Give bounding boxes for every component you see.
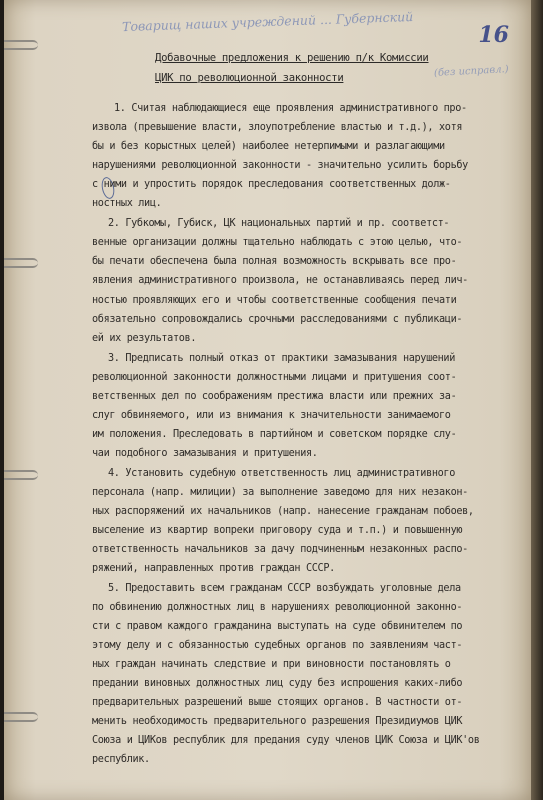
text-line: бы и без корыстных целей) наиболее нетерпимыми и разлагающими	[92, 141, 445, 152]
text-line: 5. Предоставить всем гражданам СССР возбуждать уголовные дела	[108, 583, 461, 594]
text-line: 4. Установить судебную ответственность лиц административного	[108, 468, 456, 479]
binding-string	[4, 712, 38, 722]
text-line: менить необходимость предварительного разрешения Президиумов ЦИК	[92, 716, 463, 727]
text-line: 1. Считая наблюдающиеся еще проявления административного про-	[114, 103, 467, 114]
handwritten-side-note: (без исправл.)	[433, 64, 509, 79]
document-page	[4, 0, 531, 800]
text-line: ных граждан начинать следствие и при виновности постановлять о	[92, 659, 451, 670]
binding-string	[4, 40, 38, 50]
text-line: сти с правом каждого гражданина выступать на суде обвинителем по	[92, 621, 463, 632]
text-line: бы печати обеспечена была полная возможность вскрывать все про-	[92, 256, 457, 267]
text-line: слуг обвиняемого, или из внимания к значительности занимаемого	[92, 410, 451, 421]
text-line: 2. Губкомы, Губиск, ЦК национальных партий и пр. соответст-	[108, 218, 450, 229]
text-line: этому делу и с обязанностью судебных органов по заявлениям част-	[92, 640, 463, 651]
text-line: ных распоряжений их начальников (напр. нанесение гражданам побоев,	[92, 506, 474, 517]
binding-string	[4, 470, 38, 480]
text-line: извола (превышение власти, злоупотребление властью и т.д.), хотя	[92, 122, 463, 133]
document-title: Добавочные предложения к решению п/к Комиссии	[155, 52, 429, 64]
text-line: венные организации должны тщательно наблюдать с этою целью, что-	[92, 237, 463, 248]
text-line: 3. Предписать полный отказ от практики замазывания нарушений	[108, 353, 456, 364]
text-line: персонала (напр. милиции) за выполнение заведомо для них незакон-	[92, 487, 468, 498]
text-line: Союза и ЦИКов республик для предания суду членов ЦИК Союза и ЦИК'ов	[92, 735, 480, 746]
text-line: чаи подобного замазывания и притушения.	[92, 448, 318, 459]
text-line: ностных лиц.	[92, 198, 162, 209]
text-line: предании виновных должностных лиц суду без испрошения каких-либо	[92, 678, 463, 689]
text-line: ей их результатов.	[92, 333, 197, 344]
text-line: ностью проявляющих его и чтобы соответственные сообщения печати	[92, 295, 457, 306]
text-line: ответственность начальников за дачу подчиненным незаконных распо-	[92, 544, 468, 555]
text-line: нарушениями революционной законности - значительно усилить борьбу	[92, 160, 468, 171]
text-line: обязательно сопровождались срочными расследованиями с публикаци-	[92, 314, 463, 325]
text-line: с ними и упростить порядок преследования соответственных долж-	[92, 179, 451, 190]
folder-edge	[531, 0, 543, 800]
text-line: революционной законности должностными лицами и притушения соот-	[92, 372, 457, 383]
handwritten-note: Товарищ наших учреждений ... Губернский	[121, 8, 414, 35]
text-line: по обвинению должностных лиц в нарушениях революционной законно-	[92, 602, 463, 613]
text-line: им положения. Преследовать в партийном и советском порядке слу-	[92, 429, 457, 440]
text-line: ряжений, направленных против граждан СССР.	[92, 563, 335, 574]
binding-string	[4, 258, 38, 268]
text-line: явления административного произвола, не останавливаясь перед лич-	[92, 275, 468, 286]
text-line: выселение из квартир вопреки приговору суда и т.п.) и повышенную	[92, 525, 463, 536]
text-line: предварительных разрешений выше стоящих органов. В частности от-	[92, 697, 463, 708]
page-number: 16	[478, 22, 509, 48]
text-line: ветственных дел по соображениям престижа власти или прежних за-	[92, 391, 457, 402]
document-subtitle: ЦИК по революционной законности	[155, 72, 344, 84]
text-line: республик.	[92, 754, 150, 765]
